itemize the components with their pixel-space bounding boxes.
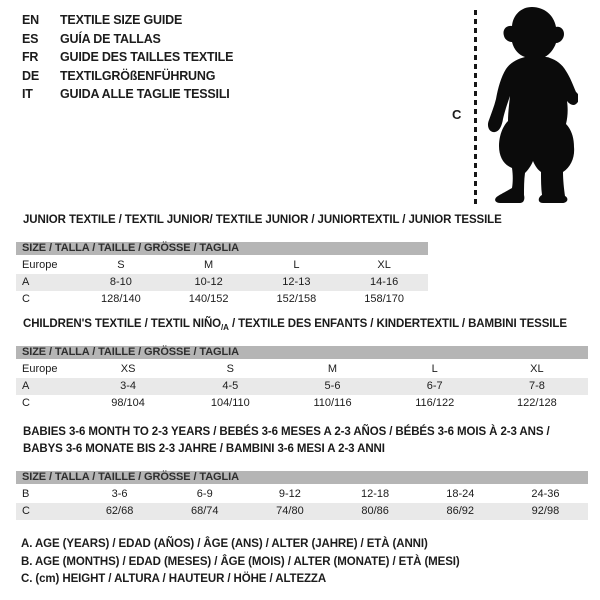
table-cell: 5-6 <box>324 380 341 392</box>
title-line-2: BABYS 3-6 MONATE BIS 2-3 JAHRE / BAMBINI 3-6 MESI A 2-3 ANNI <box>23 443 385 455</box>
table-cell: 3-6 <box>111 488 128 500</box>
table-cell: 6-7 <box>426 380 443 392</box>
table-cell: 140/152 <box>188 293 229 305</box>
table-cell: M <box>327 363 338 375</box>
height-measure-label: C <box>452 107 462 122</box>
table-cell: S <box>226 363 234 375</box>
table-cell: S <box>117 259 125 271</box>
table-row <box>16 395 588 412</box>
language-row-es <box>22 30 233 49</box>
table-cell: 110/116 <box>313 397 352 409</box>
babies-size-table <box>16 471 588 520</box>
table-cell: XS <box>120 363 136 375</box>
table-cell: L <box>431 363 438 375</box>
table-cell: 8-10 <box>109 276 132 288</box>
table-row <box>16 486 588 503</box>
language-label: GUIDE DES TAILLES TEXTILE <box>60 50 234 64</box>
table-cell: 4-5 <box>222 380 239 392</box>
table-cell: 122/128 <box>517 397 557 409</box>
table-cell: 7-8 <box>528 380 545 392</box>
row-label: C <box>22 397 30 409</box>
row-label: Europe <box>22 363 58 375</box>
junior-size-table <box>16 242 428 308</box>
table-row <box>16 291 428 308</box>
row-label: C <box>22 505 30 517</box>
language-row-de <box>22 67 233 86</box>
table-cell: 92/98 <box>531 505 560 517</box>
section-junior-textile <box>16 212 502 308</box>
table-row <box>16 378 588 395</box>
table-cell: XL <box>377 259 391 271</box>
language-label: TEXTILE SIZE GUIDE <box>60 13 183 27</box>
footnotes <box>21 536 460 589</box>
language-list <box>22 11 233 104</box>
row-label: A <box>22 380 30 392</box>
language-code: IT <box>22 87 33 101</box>
table-cell: 116/122 <box>415 397 455 409</box>
table-cell: 10-12 <box>194 276 223 288</box>
table-cell: 24-36 <box>531 488 560 500</box>
table-cell: M <box>204 259 214 271</box>
table-cell: 12-18 <box>361 488 390 500</box>
size-header-bar: SIZE / TALLA / TAILLE / GRÖSSE / TAGLIA <box>16 346 588 359</box>
table-cell: 98/104 <box>111 397 145 409</box>
size-header-bar: SIZE / TALLA / TAILLE / GRÖSSE / TAGLIA <box>16 471 588 484</box>
language-row-en <box>22 11 233 30</box>
section-babies-textile <box>16 424 588 520</box>
language-code: DE <box>22 68 39 83</box>
table-cell: 104/110 <box>210 397 250 409</box>
table-cell: 18-24 <box>446 488 475 500</box>
table-cell: 62/68 <box>105 505 134 517</box>
table-cell: XL <box>530 363 544 375</box>
table-cell: 152/158 <box>276 293 317 305</box>
table-cell: 158/170 <box>364 293 404 305</box>
table-row <box>16 274 428 291</box>
language-code: FR <box>22 50 39 64</box>
footnote-c: C. (cm) HEIGHT / ALTURA / HAUTEUR / HÖHE / ALTEZZA <box>21 573 327 585</box>
section-children-textile <box>16 316 588 412</box>
section-title: JUNIOR TEXTILE / TEXTIL JUNIOR/ TEXTILE JUNIOR / JUNIORTEXTIL / JUNIOR TESSILE <box>23 214 502 226</box>
row-label: Europe <box>22 259 58 271</box>
title-main: CHILDREN'S TEXTILE / TEXTIL NIÑO <box>23 318 222 330</box>
row-label: B <box>22 488 30 500</box>
language-label: TEXTILGRÖßENFÜHRUNG <box>60 68 216 83</box>
language-row-it <box>22 85 233 104</box>
title-line-1: BABIES 3-6 MONTH TO 2-3 YEARS / BEBÉS 3-6 MESES A 2-3 AÑOS / BÉBÉS 3-6 MOIS À 2-3 ANS / <box>23 426 550 438</box>
table-row <box>16 503 588 520</box>
children-size-table <box>16 346 588 412</box>
table-cell: L <box>293 259 300 271</box>
baby-silhouette <box>486 6 578 206</box>
footnote-b: B. AGE (MONTHS) / EDAD (MESES) / ÂGE (MOIS) / ALTER (MONATE) / ETÀ (MESI) <box>21 555 460 568</box>
table-cell: 9-12 <box>278 488 301 500</box>
table-cell: 86/92 <box>446 505 475 517</box>
language-label: GUIDA ALLE TAGLIE TESSILI <box>60 87 230 101</box>
table-row <box>16 257 428 274</box>
table-cell: 14-16 <box>370 276 399 288</box>
table-cell: 68/74 <box>190 505 219 517</box>
section-title <box>16 316 588 333</box>
table-cell: 74/80 <box>276 505 304 517</box>
table-cell: 128/140 <box>100 293 141 305</box>
language-label: GUÍA DE TALLAS <box>60 31 161 46</box>
language-code: ES <box>22 31 39 46</box>
height-measure-dashed-line <box>474 10 477 207</box>
row-label: C <box>22 293 30 305</box>
footnote-a: A. AGE (YEARS) / EDAD (AÑOS) / ÂGE (ANS) / ALTER (JAHRE) / ETÀ (ANNI) <box>21 538 428 550</box>
language-row-fr <box>22 48 233 67</box>
table-cell: 3-4 <box>120 380 137 392</box>
title-rest: / TEXTILE DES ENFANTS / KINDERTEXTIL / BAMBINI TESSILE <box>228 318 567 330</box>
table-cell: 6-9 <box>196 488 213 500</box>
table-row <box>16 361 588 378</box>
section-title <box>16 424 588 458</box>
language-code: EN <box>22 13 39 27</box>
title-subscript: /A <box>221 322 229 332</box>
row-label: A <box>22 276 30 288</box>
table-cell: 80/86 <box>361 505 389 517</box>
table-cell: 12-13 <box>282 276 311 288</box>
size-header-bar: SIZE / TALLA / TAILLE / GRÖSSE / TAGLIA <box>16 242 428 255</box>
